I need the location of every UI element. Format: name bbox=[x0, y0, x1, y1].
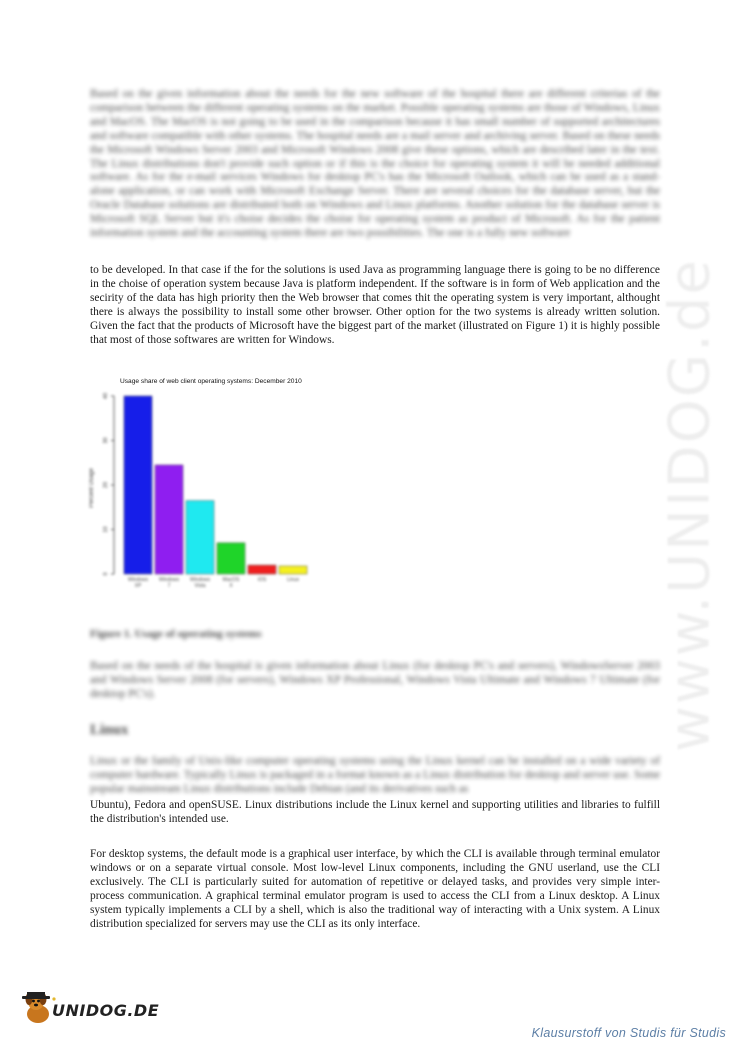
y-axis-label: Percent Usage bbox=[89, 468, 95, 508]
x-tick-label: X bbox=[229, 583, 233, 589]
watermark: www.UNIDOG.de bbox=[657, 258, 723, 752]
bar-macos-x bbox=[217, 543, 245, 574]
paragraph-intro-blurred: Based on the given information about the needs for the new software of the hospital there are different criterias of the comparison between the different operating systems on the market. Possible operating systems are those of Windows, Linux and MacOS. The MacOS is not going to be used in the comparison because it has small number of supported architectures and software compatible with other systems. The hospital needs are a mail server and archiving server. Based on these needs the Microsoft Windows Server 2003 and Microsoft Windows 2008 give these options, which are described later in the text. The Linux distributions don't provide such option or if this is the choice for operating system it will be needed additional software. As for the e-mail services Windows for desktop PC's has the Microsoft Outlook, which can be used as a stand-alone application, or can work with Microsoft Exchange Server. There are several choices for the database server, but the Oracle Database solutions are distributed both on Windows and Linux platforms. Another solution for the database server is Microsoft SQL Server but it's choise decides the choise for operating system as product of Microsoft. As for the patient information system and the accounting system there are two possibilities. The one is a fully new software bbox=[90, 88, 660, 240]
bar-windows-xp bbox=[124, 396, 152, 574]
paragraph-linux-blurred: Linux or the family of Unix-like computer operating systems using the Linux kernel can be installed on a wide variety of computer hardware. Typically Linux is packaged in a format known as a Linux distribution for desktop and server use. Some popular mainstream Linux distributions include Debian (and its derivatives such as bbox=[90, 755, 660, 795]
y-tick-label: 20 bbox=[103, 481, 109, 489]
bar-windows-vista bbox=[186, 501, 214, 574]
paragraph-intro: to be developed. In that case if the for the solutions is used Java as programming language there is going to be no difference in the choise of operation system because Java is platform independent. If the software is in form of Web application and the secirity of the data has high priority then the Web browser that comes thit the operating system is very important, althought there is always the possibility to install some other browser. Other option for the two systems is already written solution. Given the fact that the products of Microsoft have the biggest part of the market (illustrated on Figure 1) it is highly possible that most of those softwares are written for Windows. bbox=[90, 264, 660, 346]
y-tick-label: 0 bbox=[103, 572, 109, 576]
y-tick-label: 30 bbox=[103, 437, 109, 444]
x-tick-label: Windows bbox=[127, 577, 149, 583]
x-labels bbox=[128, 577, 300, 589]
bars bbox=[124, 396, 307, 574]
x-tick-label: 7 bbox=[167, 583, 171, 589]
y-tick-label: 40 bbox=[103, 392, 109, 400]
x-tick-label: Vista bbox=[194, 583, 206, 589]
x-tick-label: Windows bbox=[158, 577, 180, 583]
section-heading-linux: Linux bbox=[90, 722, 129, 738]
bar-linux bbox=[279, 566, 307, 574]
x-tick-label: MacOS bbox=[222, 577, 240, 583]
paragraph-cli: For desktop systems, the default mode is a graphical user interface, by which the CLI is available through terminal emulator windows or on a separate virtual console. Most low-level Linux components, including the GNU userland, use the CLI exclusively. The CLI is particularly suited for automation of repetitive or delayed tasks, and provides very simple inter-process communication. A graphical terminal emulator program is used to access the CLI from a Linux desktop. A Linux system typically implements a CLI by a shell, which is also the traditional way of interacting with a Unix system. A Linux distribution specialized for servers may use the CLI as its only interface. bbox=[90, 848, 660, 930]
x-tick-label: iOS bbox=[257, 577, 267, 583]
footer-tagline: Klausurstoff von Studis für Studis bbox=[531, 1026, 726, 1040]
os-usage-chart bbox=[80, 368, 340, 589]
chart-title: Usage share of web client operating systems: December 2010 bbox=[120, 378, 302, 385]
paragraph-os-list: Based on the needs of the hospital is given information about Linux (for desktop PC's and servers), WindowsServer 2003 and Windows Server 2008 (for servers), Windows XP Professional, Windows Vista Ultimate and Windows 7 Ultimate (for desktop PC's). bbox=[90, 660, 660, 700]
dog-mascot-icon bbox=[22, 992, 56, 1023]
bar-windows-7 bbox=[155, 465, 183, 574]
x-tick-label: XP bbox=[134, 583, 142, 589]
bar-ios bbox=[248, 565, 276, 574]
logo-text[interactable]: UNIDOG.DE bbox=[52, 1001, 160, 1020]
x-tick-label: Linux bbox=[287, 577, 299, 583]
paragraph-linux: Ubuntu), Fedora and openSUSE. Linux distributions include the Linux kernel and supporting utilities and libraries to fulfill the distribution's intended use. bbox=[90, 799, 660, 825]
y-tick-label: 10 bbox=[103, 526, 109, 533]
y-ticks bbox=[103, 393, 114, 576]
x-tick-label: Windows bbox=[189, 577, 211, 583]
figure-caption: Figure 1. Usage of operating systems bbox=[90, 628, 262, 640]
